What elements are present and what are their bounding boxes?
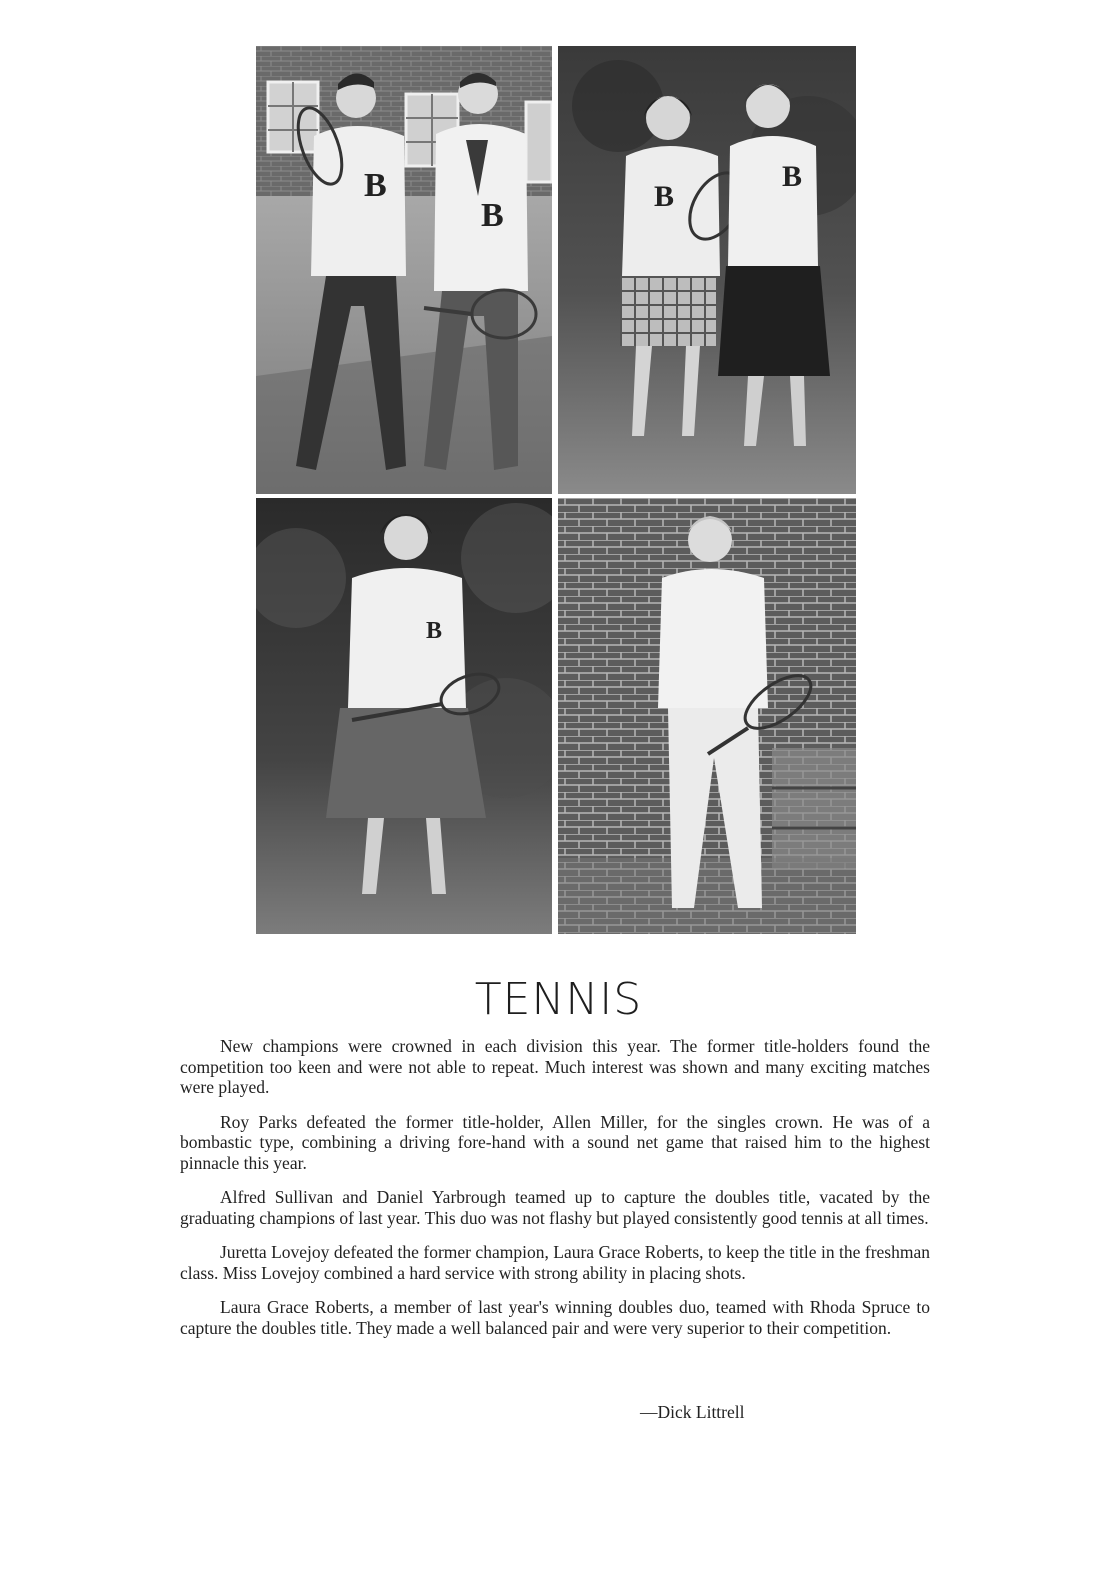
article-body	[180, 1036, 930, 1352]
sweater-letter-5: B	[426, 618, 443, 644]
article-paragraph: Alfred Sullivan and Daniel Yarbrough teamed up to capture the doubles title, vacated by the graduating champions of last year. This duo was not flashy but played consistently good tennis at all times.	[180, 1187, 930, 1228]
photo-singles-champion	[558, 498, 856, 934]
sweater-letter-4: B	[782, 160, 803, 193]
author-signature: —Dick Littrell	[640, 1402, 745, 1422]
page-title: TENNIS	[474, 974, 643, 1025]
sweater-letter-1: B	[364, 167, 387, 204]
article-paragraph: New champions were crowned in each division this year. The former title-holders found the competition too keen and were not able to repeat. Much interest was shown and many exciting matches were played.	[180, 1036, 930, 1097]
article-paragraph: Roy Parks defeated the former title-holder, Allen Miller, for the singles crown. He was of a bombastic type, combining a driving fore-hand with a sound net game that raised him to the highest pinnacle this year.	[180, 1111, 930, 1173]
article-paragraph: Laura Grace Roberts, a member of last year's winning doubles duo, teamed with Rhoda Spruce to capture the doubles title. They made a well balanced pair and were very superior to their competition.	[180, 1297, 930, 1338]
sweater-letter-2: B	[481, 197, 504, 234]
photo-men-doubles-champions	[256, 46, 552, 494]
sweater-letter-3: B	[654, 180, 675, 213]
photo-women-doubles-champions	[558, 46, 856, 494]
photo-freshman-girls-champion	[256, 498, 552, 934]
photo-grid	[256, 46, 856, 934]
article-paragraph: Juretta Lovejoy defeated the former champion, Laura Grace Roberts, to keep the title in the freshman class. Miss Lovejoy combined a hard service with strong ability in placing shots.	[180, 1242, 930, 1283]
